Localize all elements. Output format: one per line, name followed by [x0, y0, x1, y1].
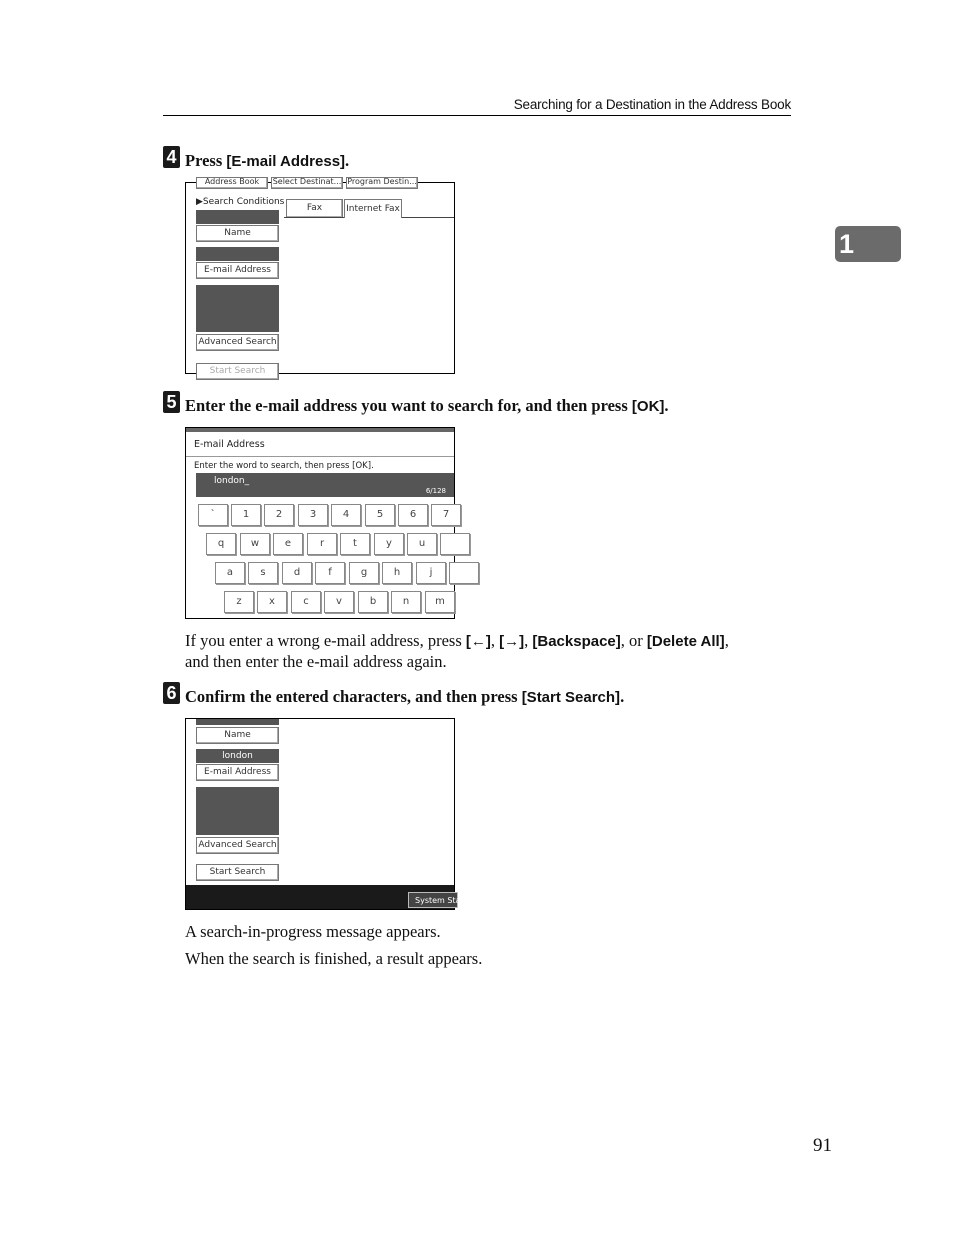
key[interactable]: m [425, 591, 455, 613]
step-number: 5 [163, 391, 180, 413]
start-search-button[interactable]: Start Search [196, 363, 279, 380]
name-field-display [196, 210, 279, 224]
key[interactable]: r [307, 533, 337, 555]
divider [186, 456, 454, 457]
tab-select-destination[interactable]: Select Destinat... [271, 177, 343, 189]
key[interactable]: q [206, 533, 236, 555]
step-number: 4 [163, 146, 180, 168]
advanced-search-button[interactable]: Advanced Search [196, 837, 279, 854]
advanced-search-display [196, 285, 279, 332]
header-title: Searching for a Destination in the Address Book [513, 97, 791, 112]
name-button[interactable]: Name [196, 727, 279, 744]
search-conditions-label: ▶Search Conditions [196, 197, 285, 207]
note-paragraph: If you enter a wrong e-mail address, press [←], [→], [Backspace], or [Delete All], and then enter the e-mail address again. [185, 631, 729, 671]
chapter-tab: 1 [835, 226, 901, 262]
step-text: Confirm the entered characters, and then press [Start Search]. [185, 687, 625, 706]
step-number: 6 [163, 682, 180, 704]
key[interactable]: 7 [431, 504, 461, 526]
key[interactable]: v [324, 591, 354, 613]
screenshot-search-conditions [185, 177, 455, 376]
input-value: london_ [214, 476, 250, 486]
key[interactable]: x [257, 591, 287, 613]
char-counter: 6/128 [425, 487, 446, 495]
key[interactable]: u [407, 533, 437, 555]
key[interactable] [440, 533, 470, 555]
advanced-search-display [196, 787, 279, 835]
key[interactable]: 2 [264, 504, 294, 526]
email-field-display [196, 247, 279, 261]
key[interactable]: 1 [231, 504, 261, 526]
running-header [163, 95, 791, 116]
entered-email-display: london [196, 749, 279, 763]
step-text: Press [E-mail Address]. [185, 151, 350, 170]
key[interactable]: z [224, 591, 254, 613]
name-button[interactable]: Name [196, 225, 279, 242]
tab-internet-fax[interactable]: Internet Fax [344, 199, 402, 218]
result-line: A search-in-progress message appears. [185, 922, 441, 941]
tab-address-book[interactable]: Address Book [196, 177, 268, 189]
key[interactable]: a [215, 562, 245, 584]
screenshot-confirm-search [185, 718, 469, 910]
key[interactable]: c [291, 591, 321, 613]
key[interactable]: b [358, 591, 388, 613]
system-status-button[interactable]: System Statu [408, 892, 458, 908]
key[interactable]: ` [198, 504, 228, 526]
title-strip [186, 428, 454, 432]
key[interactable] [449, 562, 479, 584]
key[interactable]: n [391, 591, 421, 613]
key[interactable]: y [374, 533, 404, 555]
key[interactable]: t [340, 533, 370, 555]
start-search-button[interactable]: Start Search [196, 864, 279, 881]
step-text: Enter the e-mail address you want to search for, and then press [OK]. [185, 396, 669, 415]
key[interactable]: 3 [298, 504, 328, 526]
advanced-search-button[interactable]: Advanced Search [196, 334, 279, 351]
key[interactable]: e [273, 533, 303, 555]
key[interactable]: 4 [331, 504, 361, 526]
instruction-text: Enter the word to search, then press [OK]. [194, 461, 374, 471]
result-line: When the search is finished, a result appears. [185, 949, 483, 968]
email-address-button[interactable]: E-mail Address [196, 262, 279, 279]
key[interactable]: h [382, 562, 412, 584]
key[interactable]: 5 [365, 504, 395, 526]
key[interactable]: 6 [398, 504, 428, 526]
key[interactable]: s [248, 562, 278, 584]
tab-fax[interactable]: Fax [286, 199, 343, 217]
key[interactable]: d [282, 562, 312, 584]
screenshot-email-keyboard [185, 427, 455, 619]
name-field-display [196, 719, 279, 725]
tab-program-destination[interactable]: Program Destin... [346, 177, 418, 189]
email-input-field[interactable] [196, 473, 454, 497]
key[interactable]: f [315, 562, 345, 584]
key[interactable]: g [349, 562, 379, 584]
page-number: 91 [813, 1135, 832, 1156]
key[interactable]: j [416, 562, 446, 584]
dialog-title: E-mail Address [194, 439, 265, 450]
email-address-button[interactable]: E-mail Address [196, 764, 279, 781]
key[interactable]: w [240, 533, 270, 555]
